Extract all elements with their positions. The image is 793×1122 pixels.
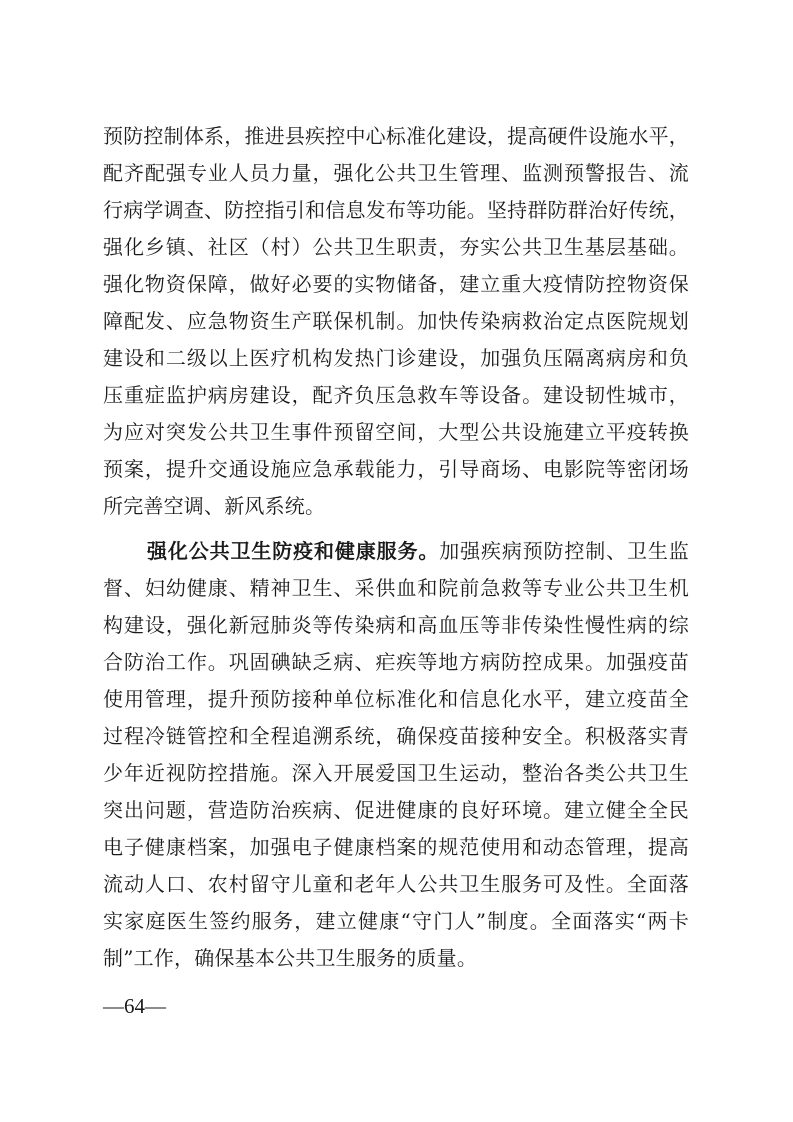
text-line: 流动人口、农村留守儿童和老年人公共卫生服务可及性。全面落 [103, 872, 689, 896]
text-line: 障配发、应急物资生产联保机制。加快传染病救治定点医院规划 [103, 309, 689, 333]
text-line: 强化物资保障，做好必要的实物储备，建立重大疫情防控物资保 [103, 272, 689, 296]
text-line: 预防控制体系，推进县疾控中心标准化建设，提高硬件设施水平， [103, 124, 689, 148]
text-line: 督、妇幼健康、精神卫生、采供血和院前急救等专业公共卫生机 [103, 576, 689, 600]
text-line: 实家庭医生签约服务，建立健康“守门人”制度。全面落实“两卡 [103, 909, 689, 933]
text-line: 构建设，强化新冠肺炎等传染病和高血压等非传染性慢性病的综 [103, 613, 689, 637]
paragraph-first-line-text: 加强疾病预防控制、卫生监 [439, 539, 689, 563]
text-line: 压重症监护病房建设，配齐负压急救车等设备。建设韧性城市， [103, 383, 689, 407]
text-line: 使用管理，提升预防接种单位标准化和信息化水平，建立疫苗全 [103, 687, 689, 711]
text-line: 所完善空调、新风系统。 [103, 494, 326, 518]
paragraph-heading: 强化公共卫生防疫和健康服务。 [147, 539, 440, 563]
text-line: 强化乡镇、社区（村）公共卫生职责，夯实公共卫生基层基础。 [103, 235, 689, 259]
text-line: 行病学调查、防控指引和信息发布等功能。坚持群防群治好传统， [103, 198, 689, 222]
text-line: 合防治工作。巩固碘缺乏病、疟疾等地方病防控成果。加强疫苗 [103, 650, 689, 674]
text-line: 建设和二级以上医疗机构发热门诊建设，加强负压隔离病房和负 [103, 346, 689, 370]
text-line: 预案，提升交通设施应急承载能力，引导商场、电影院等密闭场 [103, 457, 689, 481]
text-line: 突出问题，营造防治疾病、促进健康的良好环境。建立健全全民 [103, 798, 689, 822]
text-line: 过程冷链管控和全程追溯系统，确保疫苗接种安全。积极落实青 [103, 724, 689, 748]
text-line: 配齐配强专业人员力量，强化公共卫生管理、监测预警报告、流 [103, 161, 689, 185]
text-line: 电子健康档案，加强电子健康档案的规范使用和动态管理，提高 [103, 835, 689, 859]
text-line: 少年近视防控措施。深入开展爱国卫生运动，整治各类公共卫生 [103, 761, 689, 785]
text-line: 为应对突发公共卫生事件预留空间，大型公共设施建立平疫转换 [103, 420, 689, 444]
page-number: —64— [103, 994, 166, 1018]
paragraph-first-line [147, 535, 689, 567]
text-line: 制”工作，确保基本公共卫生服务的质量。 [103, 946, 478, 970]
